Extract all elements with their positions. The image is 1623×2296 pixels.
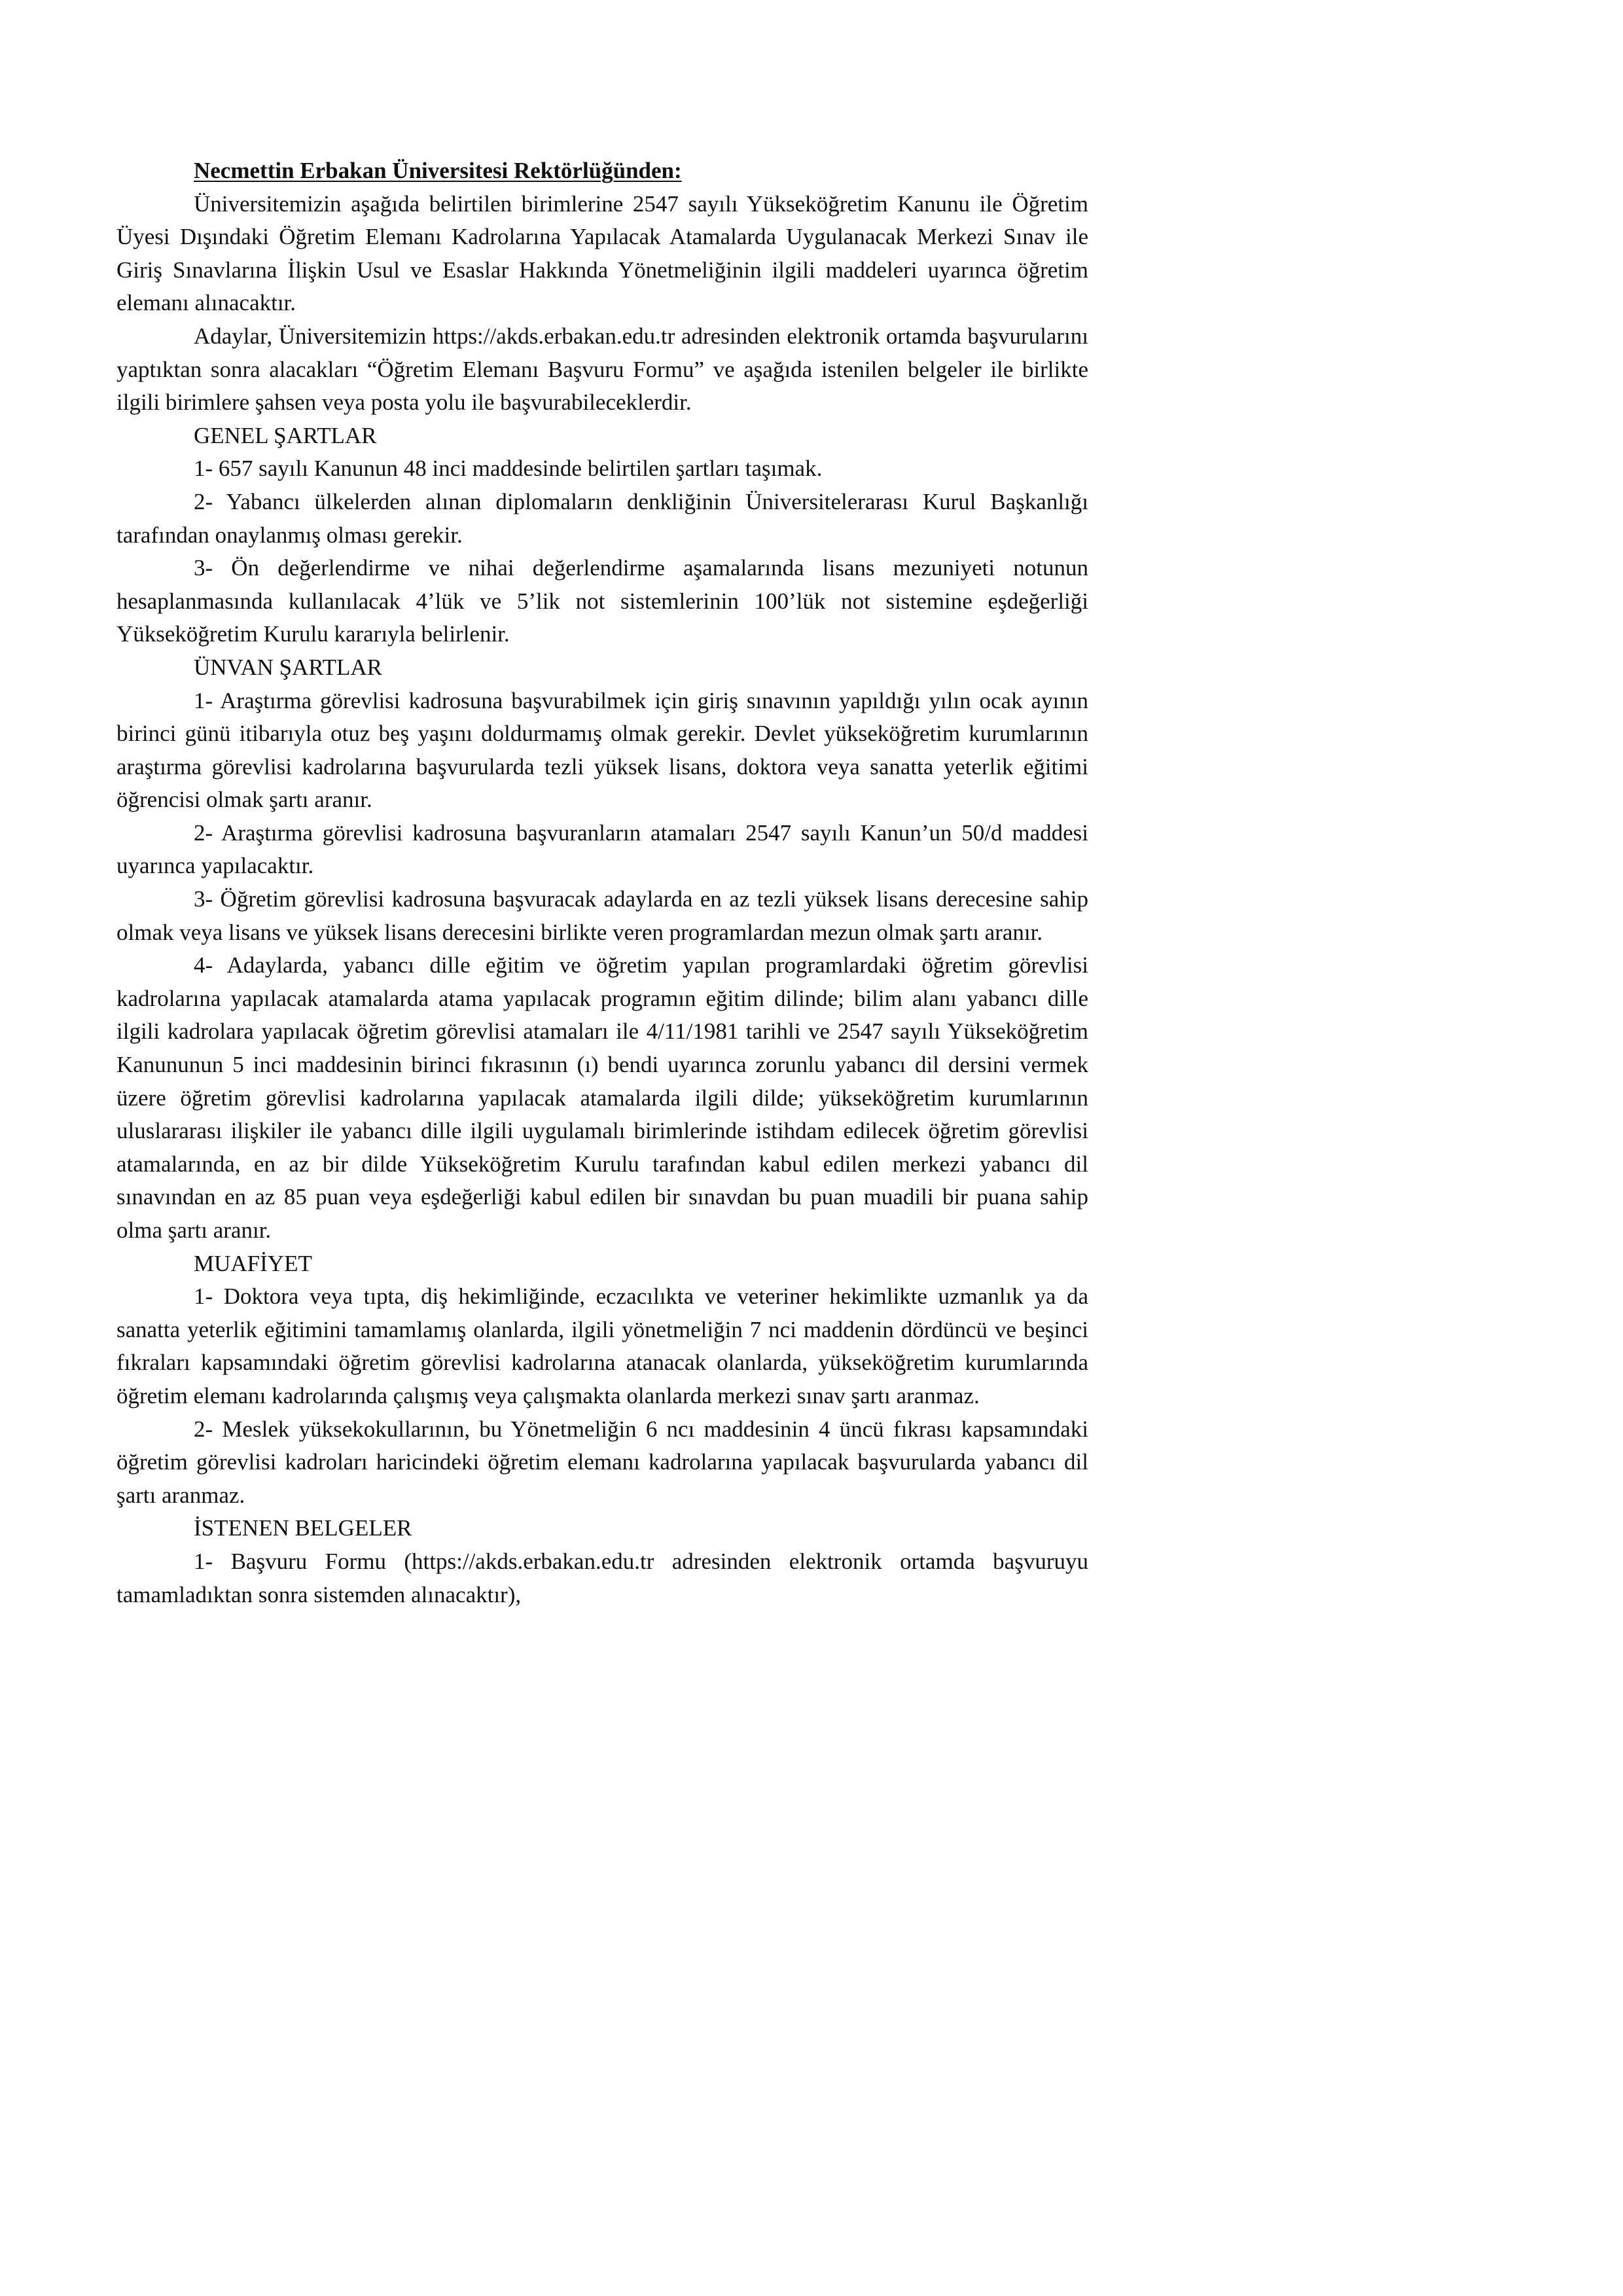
unvan-item-3: 3- Öğretim görevlisi kadrosuna başvuracak adaylarda en az tezli yüksek lisans derecesine sahip olmak veya lisans ve yüksek lisans derecesini birlikte veren programlardan mezun olmak şartı aranır. — [116, 886, 1088, 945]
document-heading: Necmettin Erbakan Üniversitesi Rektörlüğünden: — [194, 158, 682, 183]
unvan-item-2: 2- Araştırma görevlisi kadrosuna başvuranların atamaları 2547 sayılı Kanun’un 50/d maddesi uyarınca yapılacaktır. — [116, 819, 1088, 879]
muafiyet-item-2: 2- Meslek yüksekokullarının, bu Yönetmeliğin 6 ncı maddesinin 4 üncü fıkrası kapsamındaki öğretim görevlisi kadroları haricindeki öğretim elemanı kadrolarına yapılacak başvurularda yabancı dil şartı aranmaz. — [116, 1416, 1088, 1508]
muafiyet-item-1: 1- Doktora veya tıpta, diş hekimliğinde, eczacılıkta ve veteriner hekimlikte uzmanlık ya da sanatta yeterlik eğitimini tamamlamış olanlarda, ilgili yönetmeliğin 7 nci maddenin dördüncü ve beşinci fıkraları kapsamındaki öğretim görevlisi kadrolarına atanacak olanlarda, yükseköğretim kurumlarında öğretim elemanı kadrolarında çalışmış veya çalışmakta olanlarda merkezi sınav şartı aranmaz. — [116, 1283, 1088, 1408]
belgeler-item-1: 1- Başvuru Formu (https://akds.erbakan.edu.tr adresinden elektronik ortamda başvuruyu tamamladıktan sonra sistemden alınacaktır), — [116, 1548, 1088, 1607]
genel-item-3: 3- Ön değerlendirme ve nihai değerlendirme aşamalarında lisans mezuniyeti notunun hesaplanmasında kullanılacak 4’lük ve 5’lik not sistemlerinin 100’lük not sistemine eşdeğerliği Yükseköğretim Kurulu kararıyla belirlenir. — [116, 555, 1088, 647]
muafiyet-title: MUAFİYET — [194, 1250, 312, 1276]
unvan-item-1: 1- Araştırma görevlisi kadrosuna başvurabilmek için giriş sınavının yapıldığı yılın ocak ayının birinci günü itibarıyla otuz beş yaşını doldurmamış olmak gerekir. Devlet yükseköğretim kurumlarının araştırma görevlisi kadrolarına başvurularda tezli yüksek lisans, doktora veya sanatta yeterlik eğitimi öğrencisi olmak şartı aranır. — [116, 687, 1088, 813]
genel-item-1: 1- 657 sayılı Kanunun 48 inci maddesinde belirtilen şartları taşımak. — [194, 456, 823, 482]
genel-item-2: 2- Yabancı ülkelerden alınan diplomaların denkliğinin Üniversitelerarası Kurul Başkanlığı tarafından onaylanmış olması gerekir. — [116, 488, 1088, 548]
istenen-belgeler-title: İSTENEN BELGELER — [194, 1515, 412, 1541]
unvan-sartlar-title: ÜNVAN ŞARTLAR — [194, 654, 382, 680]
document-page — [116, 154, 1088, 1611]
unvan-item-4: 4- Adaylarda, yabancı dille eğitim ve öğretim yapılan programlardaki öğretim görevlisi kadrolarına yapılacak atamalarda atama yapılacak programın eğitim dilinde; bilim alanı yabancı dille ilgili kadrolara yapılacak öğretim görevlisi atamaları ile 4/11/1981 tarihli ve 2547 sayılı Yükseköğretim Kanununun 5 inci maddesinin birinci fıkrasının (ı) bendi uyarınca zorunlu yabancı dil dersini vermek üzere öğretim görevlisi kadrolarına yapılacak atamalarda ilgili dilde; yükseköğretim kurumlarının uluslararası ilişkiler ile yabancı dille ilgili uygulamalı birimlerinde istihdam edilecek öğretim görevlisi atamalarında, en az bir dilde Yükseköğretim Kurulu tarafından kabul edilen merkezi yabancı dil sınavından en az 85 puan veya eşdeğerliği kabul edilen bir sınavdan bu puan muadili bir puana sahip olma şartı aranır. — [116, 952, 1088, 1243]
genel-sartlar-title: GENEL ŞARTLAR — [194, 422, 377, 448]
intro-paragraph-2: Adaylar, Üniversitemizin https://akds.erbakan.edu.tr adresinden elektronik ortamda başvurularını yaptıktan sonra alacakları “Öğretim Elemanı Başvuru Formu” ve aşağıda istenilen belgeler ile birlikte ilgili birimlere şahsen veya posta yolu ile başvurabileceklerdir. — [116, 323, 1088, 416]
intro-paragraph-1: Üniversitemizin aşağıda belirtilen birimlerine 2547 sayılı Yükseköğretim Kanunu ile Öğretim Üyesi Dışındaki Öğretim Elemanı Kadrolarına Yapılacak Atamalarda Uygulanacak Merkezi Sınav ile Giriş Sınavlarına İlişkin Usul ve Esaslar Hakkında Yönetmeliğinin ilgili maddeleri uyarınca öğretim elemanı alınacaktır. — [116, 190, 1088, 316]
